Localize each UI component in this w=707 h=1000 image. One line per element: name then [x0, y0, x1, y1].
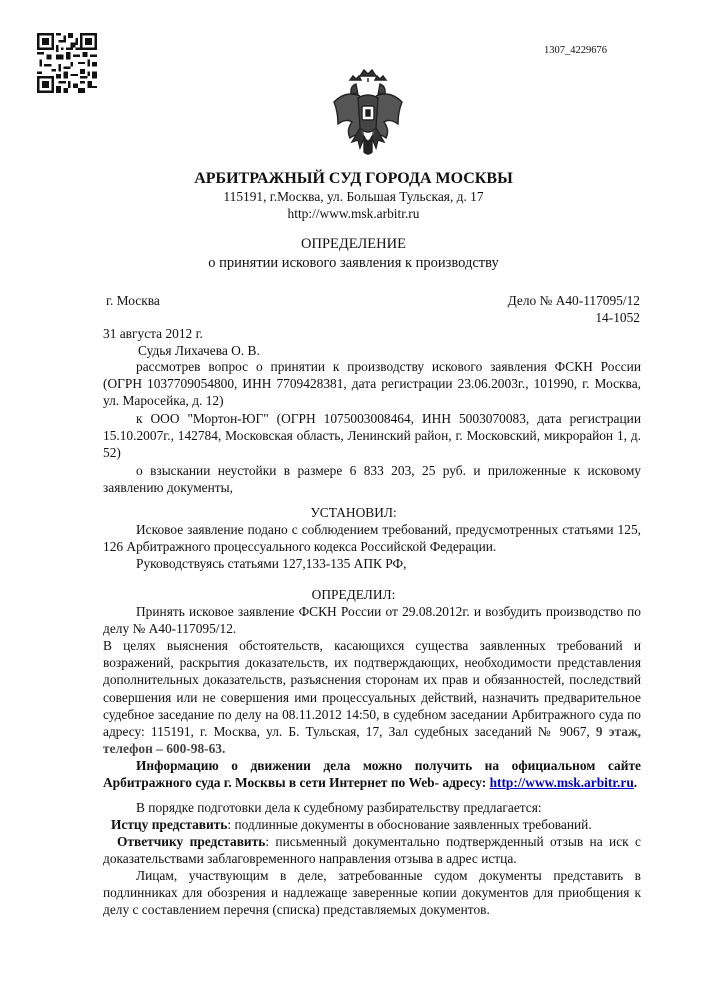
defendant-text: : письменный документально подтвержденный отзыв на иск с доказательствами заблаговременного направления отзыва в адрес истца. — [103, 834, 641, 867]
paragraph-filed: Исковое заявление подано с соблюдением требований, предусмотренных статьями 125, 126 Арбитражного процессуального кодекса Российской Федерации. — [103, 522, 641, 555]
paragraph-persons: Лицам, участвующим в деле, затребованные судом документы представить в подлинниках для обозрения и надлежаще заверенные копии документов для приобщения к делу с составлением перечня (списка) представляемых документов. — [103, 868, 641, 918]
info-website-link[interactable]: http://www.msk.arbitr.ru — [489, 775, 634, 791]
hearing-floor-phone: 9 этаж, телефон – 600-98-63. — [103, 724, 641, 757]
paragraph-guided: Руководствуясь статьями 127,133-135 АПК РФ, — [136, 556, 407, 571]
judge: Судья Лихачева О. В. — [138, 343, 260, 358]
document-subtitle: о принятии искового заявления к производству — [208, 255, 499, 271]
hearing-text: В целях выяснения обстоятельств, касающихся существа заявленных требований и возражений, раскрытия доказательств, их подтверждающих, необходимости представления дополнительных доказательств, разъяснения сторонам их прав и обязанностей, последствий совершения или не совершения ими процессуальных действий, назначить предварительное судебное заседание по делу на 08.11.2012 14:50, в судебном заседании Арбитражного суда по адресу: 115191, г. Москва, ул. Б. Тульская, 17, Зал судебных заседаний № 9067, — [103, 638, 641, 740]
document-title: ОПРЕДЕЛЕНИЕ — [301, 236, 406, 252]
paragraph-recovery: о взыскании неустойки в размере 6 833 203, 25 руб. и приложенные к исковому заявлению документы, — [103, 463, 641, 496]
plaintiff-text: : подлинные документы в обоснование заявленных требований. — [227, 817, 592, 832]
paragraph-defendant: к ООО "Мортон-ЮГ" (ОГРН 1075003008464, ИНН 5003070083, дата регистрации 15.10.2007г., 142784, Московская область, Ленинский район, г. Московский, микрорайон 1, д. 52) — [103, 411, 641, 461]
coat-of-arms-emblem — [330, 66, 406, 160]
heading-determined: ОПРЕДЕЛИЛ: — [311, 587, 396, 602]
court-website: http://www.msk.arbitr.ru — [287, 206, 420, 221]
defendant-label: Ответчику представить — [117, 834, 266, 849]
document-id: 1307_4229676 — [544, 45, 607, 56]
info-text: Информацию о движении дела можно получить на официальном сайте Арбитражного суда г. Москвы в сети Интернет по Web- адресу: — [103, 758, 641, 791]
heading-established: УСТАНОВИЛ: — [310, 505, 397, 520]
paragraph-defendant-submit — [103, 833, 641, 867]
qr-code — [37, 33, 97, 93]
court-name: АРБИТРАЖНЫЙ СУД ГОРОДА МОСКВЫ — [194, 170, 513, 187]
case-subnumber: 14-1052 — [595, 310, 640, 325]
paragraph-hearing — [103, 637, 641, 757]
paragraph-plaintiff — [103, 816, 641, 833]
paragraph-info: Информацию о движении дела можно получить на официальном сайте Арбитражного суда г. Москвы в сети Интернет по Web- адресу: http://www.msk.arbitr.ru. — [103, 758, 641, 791]
paragraph-accept: Принять исковое заявление ФСКН России от 29.08.2012г. и возбудить производство по делу № А40-117095/12. — [103, 604, 641, 637]
place: г. Москва — [106, 293, 160, 308]
plaintiff-label: Истцу представить — [111, 817, 228, 832]
court-address: 115191, г.Москва, ул. Большая Тульская, д. 17 — [223, 189, 484, 204]
paragraph-preparation: В порядке подготовки дела к судебному разбирательству предлагается: — [136, 800, 542, 815]
date: 31 августа 2012 г. — [103, 326, 203, 341]
case-number: Дело № А40-117095/12 — [507, 293, 640, 308]
paragraph-consider: рассмотрев вопрос о принятии к производству искового заявления ФСКН России (ОГРН 1037709054800, ИНН 7709428381, дата регистрации 23.06.2003г., 101990, г. Москва, ул. Маросейка, д. 12) — [103, 359, 641, 409]
